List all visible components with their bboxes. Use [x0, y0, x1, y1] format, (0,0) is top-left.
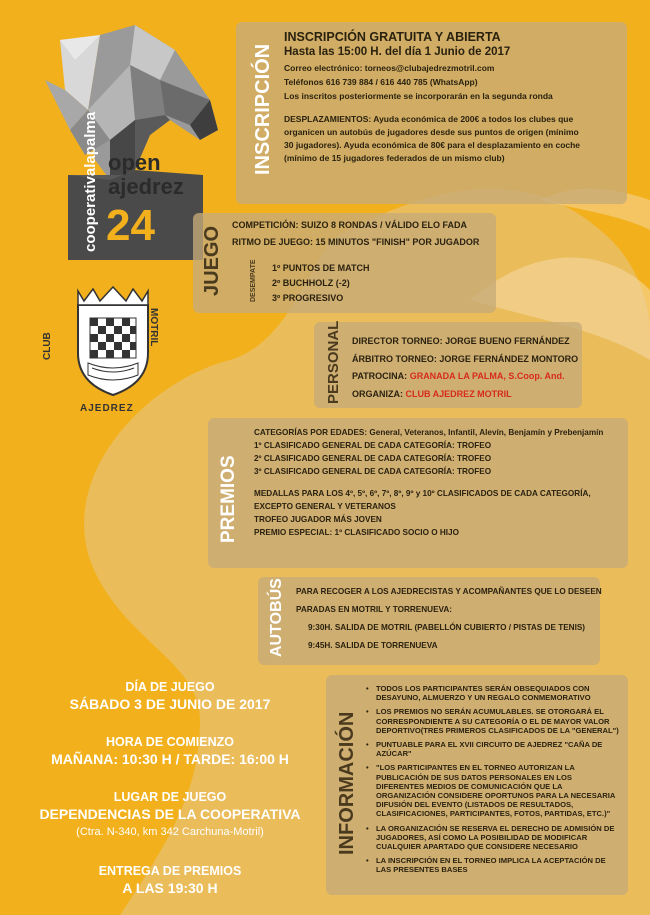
juego-content	[232, 219, 492, 248]
informacion-list	[366, 684, 622, 875]
desempate-2: 2º BUCHHOLZ (-2)	[272, 278, 350, 288]
informacion-item: • LA INSCRIPCIÓN EN EL TORNEO IMPLICA LA ACEPTACIÓN DE LAS PRESENTES BASES	[366, 856, 622, 874]
desplazamientos-line4: (mínimo de 15 jugadores federados de un mismo club)	[284, 153, 505, 163]
desplazamientos-line3: 30 jugadores). Ayuda económica de 80€ para el desplazamiento en coche	[284, 140, 581, 150]
organiza-value: CLUB AJEDREZ MOTRIL	[405, 388, 512, 399]
inscripcion-title: INSCRIPCIÓN GRATUITA Y ABIERTA	[284, 30, 501, 44]
club-crest-right: MOTRIL	[148, 308, 159, 347]
autobus-line1: PARA RECOGER A LOS AJEDRECISTAS Y ACOMPAÑANTES QUE LO DESEEN	[296, 587, 602, 596]
lugar-value: DEPENDENCIAS DE LA COOPERATIVA	[39, 806, 301, 822]
premios-line8: PREMIO ESPECIAL: 1º CLASIFICADO SOCIO O HIJO	[254, 528, 459, 537]
organiza-label: ORGANIZA:	[352, 388, 403, 399]
club-crest-bottom: AJEDREZ	[80, 403, 134, 414]
personal-content	[352, 333, 580, 403]
brand-vertical-text: cooperativalapalma	[82, 111, 99, 252]
autobus-line4: 9:45H. SALIDA DE TORRENUEVA	[308, 641, 438, 650]
informacion-item: • "LOS PARTICIPANTES EN EL TORNEO AUTORIZAN LA PUBLICACIÓN DE SUS DATOS PERSONALES EN LOS DIFERENTES MEDIOS DE COMUNICACIÓN QUE LA ORGANIZACIÓN CONSIDERE OPORTUNOS PARA LA NECESARIA DIFUSIÓN DEL EVENTO (LISTADOS DE RESULTADOS, CLASIFICACIONES, PARTICIPANTES, FOTOS, PARTIDAS, ETC.)"	[366, 763, 622, 818]
dia-value: SÁBADO 3 DE JUNIO DE 2017	[69, 696, 271, 712]
lugar-sub: (Ctra. N-340, km 342 Carchuna-Motril)	[76, 826, 264, 838]
brand-ajedrez: ajedrez	[108, 174, 184, 199]
personal-director: DIRECTOR TORNEO: JORGE BUENO FERNÁNDEZ	[352, 336, 570, 346]
brand-number: 24	[106, 201, 155, 250]
informacion-item: • TODOS LOS PARTICIPANTES SERÁN OBSEQUIADOS CON DESAYUNO, ALMUERZO Y UN REGALO CONMEMORATIVO	[366, 684, 622, 702]
patrocina-label: PATROCINA:	[352, 371, 408, 381]
desplazamientos-line1: DESPLAZAMIENTOS: Ayuda económica de 200€ a todos los clubes que	[284, 114, 574, 124]
personal-organiza	[352, 386, 580, 404]
informacion-item: • LOS PREMIOS NO SERÁN ACUMULABLES. SE OTORGARÁ EL CORRESPONDIENTE A SU CATEGORÍA O EL DE MAYOR VALOR DEPORTIVO(TRES PRIMEROS CLASIFICADOS DE LA "GENERAL")	[366, 707, 622, 735]
desempate-list	[272, 261, 472, 306]
premios-side-label: PREMIOS	[218, 455, 239, 543]
informacion-item: • PUNTUABLE PARA EL XVII CIRCUITO DE AJEDREZ "CAÑA DE AZÚCAR"	[366, 740, 622, 758]
inscripcion-late: Los inscritos posteriormente se incorporarán en la segunda ronda	[284, 91, 553, 101]
desempate-label: DESEMPATE	[250, 259, 257, 302]
juego-side-label: JUEGO	[201, 225, 223, 296]
premios-content	[254, 426, 626, 539]
juego-competicion: COMPETICIÓN: SUIZO 8 RONDAS / VÁLIDO ELO FADA	[232, 220, 468, 230]
premios-line5: MEDALLAS PARA LOS 4º, 5º, 6º, 7º, 8º, 9º y 10º CLASIFICADOS DE CADA CATEGORÍA,	[254, 489, 591, 498]
entrega-value: A LAS 19:30 H	[122, 880, 218, 896]
lugar-label: LUGAR DE JUEGO	[113, 790, 227, 804]
autobus-side-label: AUTOBÚS	[268, 578, 285, 657]
premios-line4: 3º CLASIFICADO GENERAL DE CADA CATEGORÍA: TROFEO	[254, 467, 492, 476]
personal-arbitro: ÁRBITRO TORNEO: JORGE FERNÁNDEZ MONTORO	[352, 353, 579, 364]
inscripcion-email: Correo electrónico: torneos@clubajedrezmotril.com	[284, 63, 495, 73]
inscripcion-subtitle: Hasta las 15:00 H. del día 1 Junio de 2017	[284, 46, 511, 58]
premios-line6: EXCEPTO GENERAL Y VETERANOS	[254, 502, 396, 511]
brand-open: open	[108, 150, 161, 175]
autobus-line2: PARADAS EN MOTRIL Y TORRENUEVA:	[296, 605, 453, 614]
informacion-item: • LA ORGANIZACIÓN SE RESERVA EL DERECHO DE ADMISIÓN DE JUGADORES, ASÍ COMO LA POSIBILIDAD DE MODIFICAR CUALQUIER APARTADO QUE CONSIDERE NECESARIO	[366, 824, 622, 852]
inscripcion-phones: Teléfonos 616 739 884 / 616 440 785 (WhatsApp)	[284, 77, 478, 87]
inscripcion-side-label: INSCRIPCIÓN	[252, 43, 274, 175]
dia-label: DÍA DE JUEGO	[125, 680, 215, 694]
club-crest-left: CLUB	[42, 332, 53, 360]
desempate-3: 3º PROGRESIVO	[272, 293, 344, 303]
hora-label: HORA DE COMIENZO	[105, 735, 234, 749]
personal-patrocina	[352, 368, 580, 386]
entrega-label: ENTREGA DE PREMIOS	[98, 864, 242, 878]
autobus-content	[296, 586, 602, 652]
autobus-line3: 9:30H. SALIDA DE MOTRIL (PABELLÓN CUBIERTO / PISTAS DE TENIS)	[308, 623, 586, 632]
hora-value: MAÑANA: 10:30 H / TARDE: 16:00 H	[51, 751, 289, 767]
desempate-1: 1º PUNTOS DE MATCH	[272, 263, 370, 273]
premios-line1: CATEGORÍAS POR EDADES: General, Veteranos, Infantil, Alevín, Benjamín y Prebenjamín	[254, 428, 604, 437]
premios-line7: TROFEO JUGADOR MÁS JOVEN	[254, 515, 382, 524]
inscripcion-content	[284, 30, 619, 165]
premios-line3: 2º CLASIFICADO GENERAL DE CADA CATEGORÍA: TROFEO	[254, 454, 492, 463]
patrocina-value: GRANADA LA PALMA, S.Coop. And.	[409, 371, 565, 381]
club-crest-icon	[48, 283, 178, 413]
desplazamientos-line2: organicen un autobús de jugadores desde sus puntos de origen (mínimo	[284, 127, 579, 137]
informacion-side-label: INFORMACIÓN	[336, 711, 358, 855]
informacion-content	[366, 684, 622, 880]
juego-ritmo: RITMO DE JUEGO: 15 MINUTOS "FINISH" POR JUGADOR	[232, 237, 480, 247]
premios-line2: 1º CLASIFICADO GENERAL DE CADA CATEGORÍA: TROFEO	[254, 441, 492, 450]
personal-side-label: PERSONAL	[325, 320, 342, 404]
